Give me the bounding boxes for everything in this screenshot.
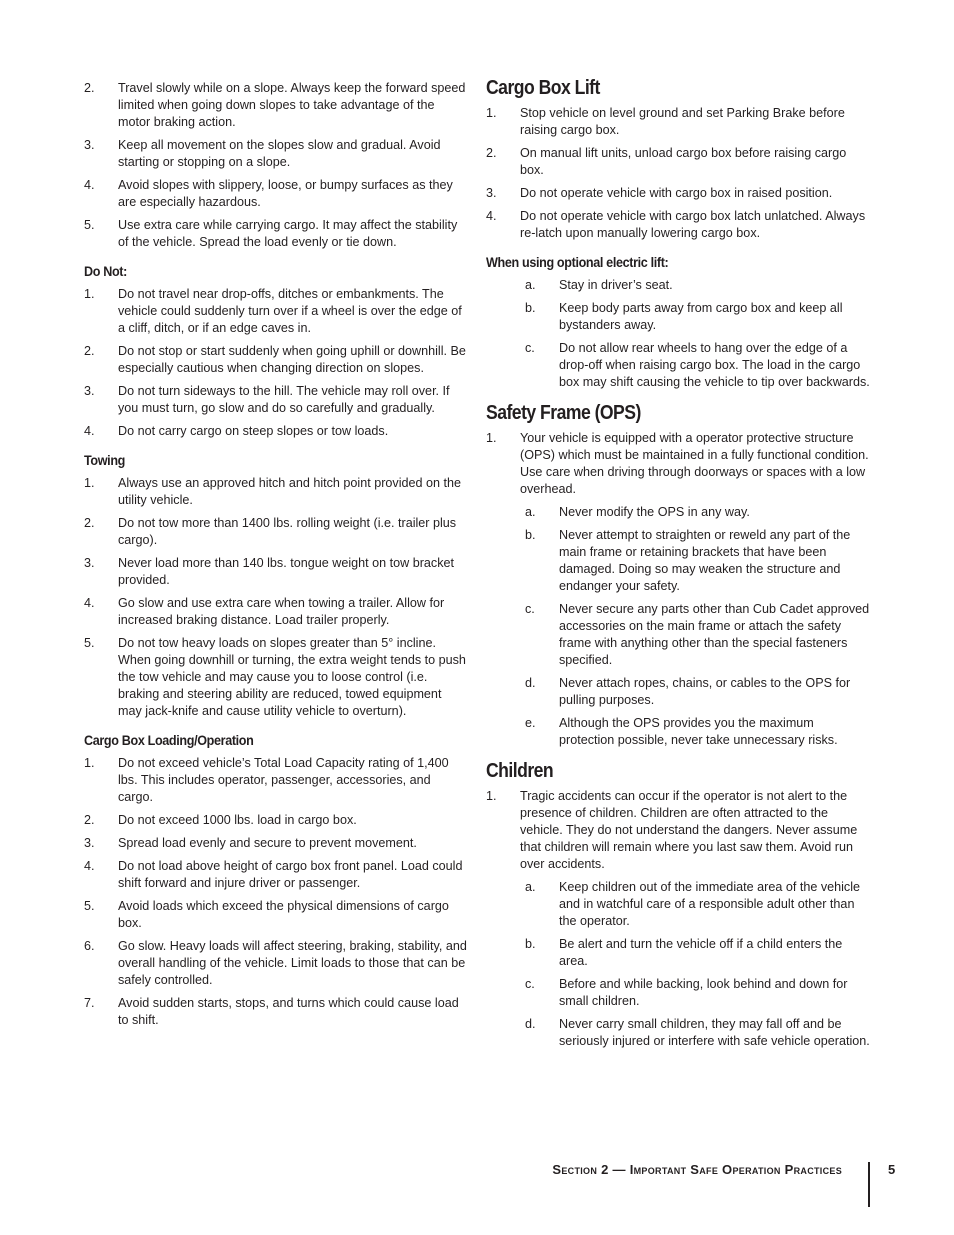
item-text: Travel slowly while on a slope. Always keep the forward speed limited when going down slopes to take advantage of the motor braking action. — [118, 81, 466, 129]
item-text: Stay in driver’s seat. — [559, 278, 673, 292]
item-text: Do not allow rear wheels to hang over the edge of a drop-off when raising cargo box. The load in the cargo box may shift causing the vehicle to tip over backwards. — [559, 341, 870, 389]
item-text: Keep body parts away from cargo box and keep all bystanders away. — [559, 301, 843, 332]
electric-lift-heading: When using optional electric lift: — [486, 254, 669, 270]
towing-heading: Towing — [84, 452, 126, 468]
list-item — [84, 858, 468, 892]
item-number: 2. — [84, 344, 95, 358]
list-item — [84, 595, 468, 629]
item-number: 2. — [84, 516, 95, 530]
item-text: Do not exceed 1000 lbs. load in cargo box. — [118, 813, 357, 827]
list-item — [84, 635, 468, 720]
list-item — [525, 340, 870, 391]
item-text: Stop vehicle on level ground and set Parking Brake before raising cargo box. — [520, 106, 845, 137]
item-number: 3. — [84, 836, 95, 850]
list-item — [84, 286, 468, 337]
item-number: b. — [525, 528, 536, 542]
item-text: Do not stop or start suddenly when going uphill or downhill. Be especially cautious when changing direction on slopes. — [118, 344, 466, 375]
safety-frame-sublist — [486, 504, 870, 749]
list-item — [84, 938, 468, 989]
list-item — [84, 383, 468, 417]
item-number: 1. — [84, 287, 95, 301]
item-number: 2. — [84, 813, 95, 827]
item-text: Tragic accidents can occur if the operator is not alert to the presence of children. Children are often attracted to the vehicle. They do not understand the dangers. Never assume that children will remain where you last saw them. Avoid run over accidents. — [520, 789, 858, 871]
item-number: a. — [525, 278, 536, 292]
right-column — [486, 77, 870, 1056]
item-text: Do not tow more than 1400 lbs. rolling weight (i.e. trailer plus cargo). — [118, 516, 457, 547]
item-number: a. — [525, 880, 536, 894]
children-list — [486, 788, 870, 1050]
list-item — [84, 812, 468, 829]
item-number: 1. — [486, 789, 497, 803]
safety-frame-list — [486, 430, 870, 749]
list-item — [486, 145, 870, 179]
item-number: 4. — [486, 209, 497, 223]
list-item — [84, 555, 468, 589]
item-number: 4. — [84, 859, 95, 873]
item-text: Your vehicle is equipped with a operator protective structure (OPS) which must be maintained in a fully functional condition. Use care when driving through doorways or spaces with a low overhead. — [520, 431, 869, 496]
list-item — [84, 995, 468, 1029]
cargo-lift-heading: Cargo Box Lift — [486, 77, 600, 99]
intro-list — [84, 80, 468, 251]
item-number: 3. — [84, 138, 95, 152]
item-number: 5. — [84, 636, 95, 650]
section-title: Section 2 — Important Safe Operation Practices — [552, 1162, 842, 1177]
item-text: Do not tow heavy loads on slopes greater than 5° incline. When going downhill or turning, the extra weight tends to push the tow vehicle and may cause you to loose control (i.e. braking and steering ability are reduced, towed equipment may jack-knife and cause utility vehicle to overturn). — [118, 636, 466, 718]
electric-lift-list — [486, 277, 870, 391]
list-item — [486, 430, 870, 498]
item-number: e. — [525, 716, 536, 730]
item-text: Never secure any parts other than Cub Cadet approved accessories on the main frame or attach the safety frame with anything other than the special fasteners specified. — [559, 602, 870, 667]
item-text: Avoid loads which exceed the physical dimensions of cargo box. — [118, 899, 449, 930]
list-item — [525, 601, 870, 669]
item-number: 3. — [84, 384, 95, 398]
item-text: Never load more than 140 lbs. tongue weight on tow bracket provided. — [118, 556, 455, 587]
item-text: Avoid slopes with slippery, loose, or bumpy surfaces as they are especially hazardous. — [118, 178, 453, 209]
list-item — [486, 185, 870, 202]
page-number: 5 — [888, 1162, 896, 1177]
left-column — [84, 80, 468, 1035]
item-text: Do not load above height of cargo box front panel. Load could shift forward and injure driver or passenger. — [118, 859, 463, 890]
page-footer — [0, 1162, 954, 1208]
list-item — [84, 423, 468, 440]
item-text: Do not exceed vehicle’s Total Load Capacity rating of 1,400 lbs. This includes operator, passenger, accessories, and cargo. — [118, 756, 449, 804]
list-item — [525, 715, 870, 749]
item-text: Do not carry cargo on steep slopes or tow loads. — [118, 424, 389, 438]
item-text: Do not turn sideways to the hill. The vehicle may roll over. If you must turn, go slow and do so carefully and gradually. — [118, 384, 450, 415]
list-item — [525, 1016, 870, 1050]
item-number: 7. — [84, 996, 95, 1010]
list-item — [84, 755, 468, 806]
list-item — [525, 504, 870, 521]
item-text: On manual lift units, unload cargo box before raising cargo box. — [520, 146, 847, 177]
cargo-lift-list — [486, 105, 870, 242]
item-number: 1. — [486, 106, 497, 120]
item-number: 1. — [486, 431, 497, 445]
item-number: 4. — [84, 596, 95, 610]
list-item — [486, 788, 870, 873]
list-item — [525, 976, 870, 1010]
item-number: c. — [525, 341, 535, 355]
list-item — [525, 300, 870, 334]
list-item — [525, 277, 870, 294]
item-text: Never modify the OPS in any way. — [559, 505, 750, 519]
list-item — [84, 475, 468, 509]
item-text: Go slow and use extra care when towing a trailer. Allow for increased braking distance. Load trailer properly. — [118, 596, 445, 627]
item-number: 1. — [84, 756, 95, 770]
item-number: 1. — [84, 476, 95, 490]
towing-list — [84, 475, 468, 720]
list-item — [84, 217, 468, 251]
cargo-loading-list — [84, 755, 468, 1029]
safety-frame-heading: Safety Frame (OPS) — [486, 402, 641, 424]
item-number: 2. — [486, 146, 497, 160]
children-heading: Children — [486, 760, 554, 782]
item-number: c. — [525, 602, 535, 616]
list-item — [525, 879, 870, 930]
item-number: 2. — [84, 81, 95, 95]
item-text: Always use an approved hitch and hitch point provided on the utility vehicle. — [118, 476, 462, 507]
item-text: Use extra care while carrying cargo. It may affect the stability of the vehicle. Spread the load evenly or tie down. — [118, 218, 458, 249]
item-number: 6. — [84, 939, 95, 953]
item-text: Although the OPS provides you the maximum protection possible, never take unnecessary risks. — [559, 716, 838, 747]
item-number: 3. — [486, 186, 497, 200]
item-text: Do not operate vehicle with cargo box latch unlatched. Always re-latch upon manually lowering cargo box. — [520, 209, 866, 240]
item-number: 5. — [84, 218, 95, 232]
cargo-loading-heading: Cargo Box Loading/Operation — [84, 732, 254, 748]
list-item — [486, 208, 870, 242]
list-item — [525, 936, 870, 970]
do-not-list — [84, 286, 468, 440]
item-text: Never attach ropes, chains, or cables to the OPS for pulling purposes. — [559, 676, 851, 707]
item-text: Never carry small children, they may fall off and be seriously injured or interfere with safe vehicle operation. — [559, 1017, 870, 1048]
list-item — [525, 675, 870, 709]
list-item — [84, 137, 468, 171]
item-text: Never attempt to straighten or reweld any part of the main frame or retaining brackets that have been damaged. Doing so may weaken the structure and endanger your safety. — [559, 528, 851, 593]
item-number: 3. — [84, 556, 95, 570]
item-text: Keep children out of the immediate area of the vehicle and in watchful care of a responsible adult other than the operator. — [559, 880, 861, 928]
item-number: 4. — [84, 424, 95, 438]
item-number: 4. — [84, 178, 95, 192]
list-item — [84, 898, 468, 932]
list-item — [84, 835, 468, 852]
item-text: Do not operate vehicle with cargo box in raised position. — [520, 186, 833, 200]
item-number: a. — [525, 505, 536, 519]
list-item — [84, 343, 468, 377]
item-text: Keep all movement on the slopes slow and gradual. Avoid starting or stopping on a slope. — [118, 138, 441, 169]
item-text: Before and while backing, look behind and down for small children. — [559, 977, 848, 1008]
item-number: b. — [525, 937, 536, 951]
item-text: Avoid sudden starts, stops, and turns which could cause load to shift. — [118, 996, 459, 1027]
item-text: Be alert and turn the vehicle off if a child enters the area. — [559, 937, 843, 968]
list-item — [84, 80, 468, 131]
list-item — [84, 515, 468, 549]
item-text: Go slow. Heavy loads will affect steering, braking, stability, and overall handling of the vehicle. Limit loads to those that can be safely controlled. — [118, 939, 467, 987]
item-number: d. — [525, 1017, 536, 1031]
item-number: b. — [525, 301, 536, 315]
list-item — [486, 105, 870, 139]
item-number: c. — [525, 977, 535, 991]
item-text: Do not travel near drop-offs, ditches or embankments. The vehicle could suddenly turn over if a wheel is over the edge of a cliff, ditch, or if an edge caves in. — [118, 287, 462, 335]
do-not-heading: Do Not: — [84, 263, 127, 279]
list-item — [525, 527, 870, 595]
item-number: 5. — [84, 899, 95, 913]
footer-divider — [868, 1162, 870, 1207]
item-number: d. — [525, 676, 536, 690]
list-item — [84, 177, 468, 211]
children-sublist — [486, 879, 870, 1050]
item-text: Spread load evenly and secure to prevent movement. — [118, 836, 417, 850]
